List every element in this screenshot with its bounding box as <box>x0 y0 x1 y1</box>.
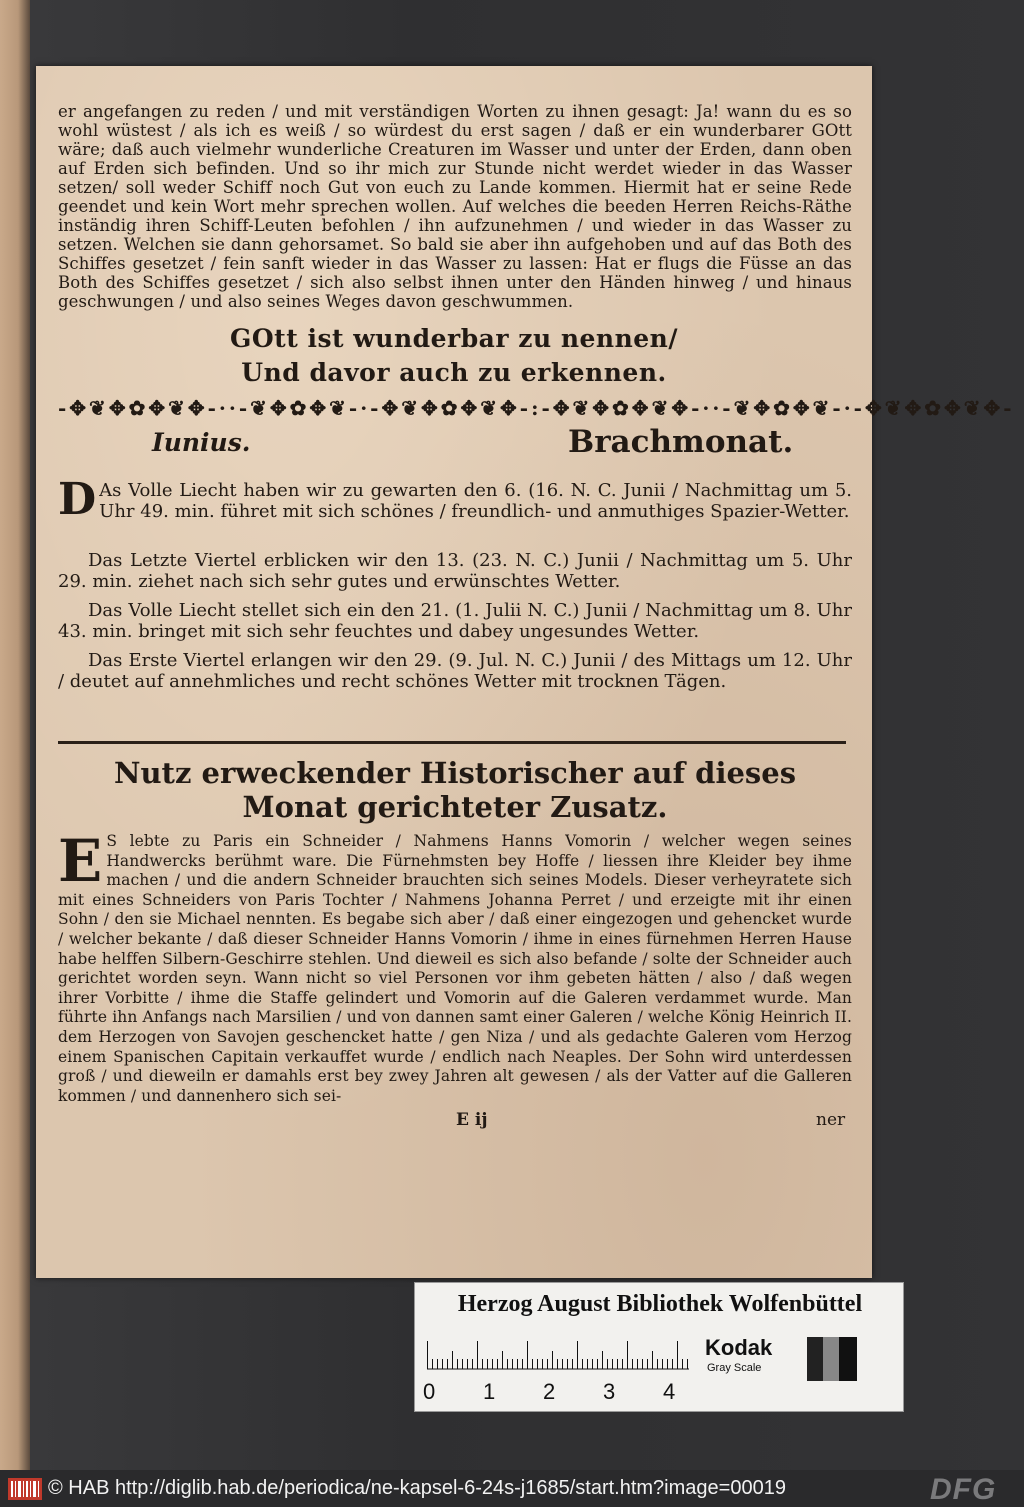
historical-section-title: Nutz erweckender Historischer auf dieses Monat gerichteter Zusatz. <box>113 756 797 824</box>
gray-swatch-black <box>839 1337 857 1381</box>
drop-cap-d: D <box>58 474 97 525</box>
moon-phase-1-text: As Volle Liecht haben wir zu gewarten den 6. (16. N. C. Junii / Nachmittag um 5. Uhr 49. min. führet mit sich schönes / freundlich- und anmuthiges Spazier-Wetter. <box>99 480 852 522</box>
document-page <box>36 66 1015 1278</box>
month-german-heading: Brachmonat. <box>568 424 794 460</box>
gray-swatch-mid <box>823 1337 839 1381</box>
previous-page-edge <box>0 0 30 1470</box>
moon-phase-1 <box>58 474 852 525</box>
ruler-label-1: 1 <box>483 1379 496 1404</box>
moon-phase-3: Das Volle Liecht stellet sich ein den 21. (1. Julii N. C.) Junii / Nachmittag um 8. Uhr 43. min. bringet mit sich sehr feuchtes und dabey ungesundes Wetter. <box>58 600 852 642</box>
color-calibration-card <box>414 1282 904 1412</box>
horizontal-rule <box>58 741 846 744</box>
ruler-label-3: 3 <box>603 1379 616 1404</box>
ruler-label-2: 2 <box>543 1379 556 1404</box>
month-latin-heading: Iunius. <box>152 428 251 457</box>
gray-scale-label: Gray Scale <box>707 1362 762 1374</box>
ornament-divider: -✥❦✥✿✥❦✥-··-❦✥✿✥❦-·-✥❦✥✿✥❦✥-:-✥❦✥✿✥❦✥-··-❦✥✿✥❦-·-✥❦✥✿✥❦✥- <box>58 396 1015 420</box>
historical-text: S lebte zu Paris ein Schneider / Nahmens Hanns Vomorin / welcher wegen seines Handwercks berühmt ware. Die Fürnehmsten bey Hoffe / liessen ihre Kleider bey ihme machen / und die andern Schneider brauchten sich seines Models. Dieser verheyratete sich mit eines Schneiders von Paris Tochter / Nahmens Johanna Perret / und erzeigte mit ihr einen Sohn / den sie Michael nennten. Es begabe sich aber / daß einer eingezogen und gehencket wurde / welcher bekante / daß dieser Schneider Hanns Vomorin / ihme in eines fürnehmen Herren Hause habe helffen Silbern-Geschirre stehlen. Und dieweil es sich also befande / solte der Schneider auch gerichtet worden seyn. Wann nicht so viel Personen vor ihm gebeten hätten / also / daß wegen ihrer Vorbitte / ihme die Staffe gelindert und Vomorin auf die Galeren verdammet wurde. Man führte ihn Anfangs nach Marsilien / und von dannen samt einer Galeren / welche König Heinrich II. dem Herzogen von Savojen geschencket hatte / gen Niza / und als gedachte Galeren vom Herzog einem Spanischen Capitain verkauffet wurde / endlich nach Neaples. Der Sohn wird unterdessen groß / und dieweiln er damahls erst bey zwey Jahren alt gewesen / als der Vatter auf die Galleren kommen / und dannenhero sich sei- <box>58 832 852 1105</box>
kodak-logo: Kodak <box>705 1335 773 1360</box>
gray-swatch-dark <box>807 1337 823 1381</box>
dfg-logo: DFG <box>930 1473 997 1506</box>
drop-cap-e: E <box>58 827 103 895</box>
ruler-label-0: 0 <box>423 1379 436 1404</box>
moon-phase-2: Das Letzte Viertel erblicken wir den 13. (23. N. C.) Junii / Nachmittag um 5. Uhr 29. min. ziehet nach sich sehr gutes und erwünschtes Wetter. <box>58 550 852 592</box>
verse-line-1: GOtt ist wunderbar zu nennen/ <box>230 324 678 353</box>
measurement-ruler <box>427 1339 689 1369</box>
ruler-label-4: 4 <box>663 1379 676 1404</box>
footer-bar <box>0 1470 1024 1507</box>
footer-copyright-url[interactable]: © HAB http://diglib.hab.de/periodica/ne-kapsel-6-24s-j1685/start.htm?image=00019 <box>48 1477 786 1499</box>
moon-phase-4: Das Erste Viertel erlangen wir den 29. (9. Jul. N. C.) Junii / des Mittags um 12. Uhr / deutet auf annehmliches und recht schönes Wetter mit trocknen Tägen. <box>58 650 852 692</box>
barcode-icon <box>8 1478 42 1500</box>
catchword: ner <box>816 1110 846 1130</box>
library-name: Herzog August Bibliothek Wolfenbüttel <box>457 1291 863 1317</box>
signature-mark: E ij <box>456 1110 488 1130</box>
historical-paragraph <box>58 827 852 1108</box>
verse-line-2: Und davor auch zu erkennen. <box>241 358 667 387</box>
intro-paragraph: er angefangen zu reden / und mit verständigen Worten zu ihnen gesagt: Ja! wann du es so wohl wüstest / als ich es weiß / so würdest du erst sagen / daß er ein wunderbarer GOtt wäre; daß auch vielmehr wunderliche Creaturen im Wasser und unter der Erden, dann oben auf Erden sich befinden. Und so ihr mich zur Stunde nicht werdet wieder in das Wasser setzen/ soll weder Schiff noch Gut von euch zu Lande kommen. Hiermit hat er seine Rede geendet und kein Wort mehr sprechen wollen. Auf welches die beeden Herren Reichs-Räthe inständig ihren Schiff-Leuten befohlen / ihn aufzunehmen / und wieder in das Wasser zu setzen. Welchen sie dann gehorsamet. So bald sie aber ihn aufgehoben und auf das Both des Schiffes gesetzet / fein sanft wieder in das Wasser zu lassen: Hat er flugs die Füsse an das Both des Schiffes gesetzet / sich also selbst ihnen unter den Händen hinweg / und hinaus geschwungen / und also seines Weges davon geschwummen. <box>58 102 852 311</box>
